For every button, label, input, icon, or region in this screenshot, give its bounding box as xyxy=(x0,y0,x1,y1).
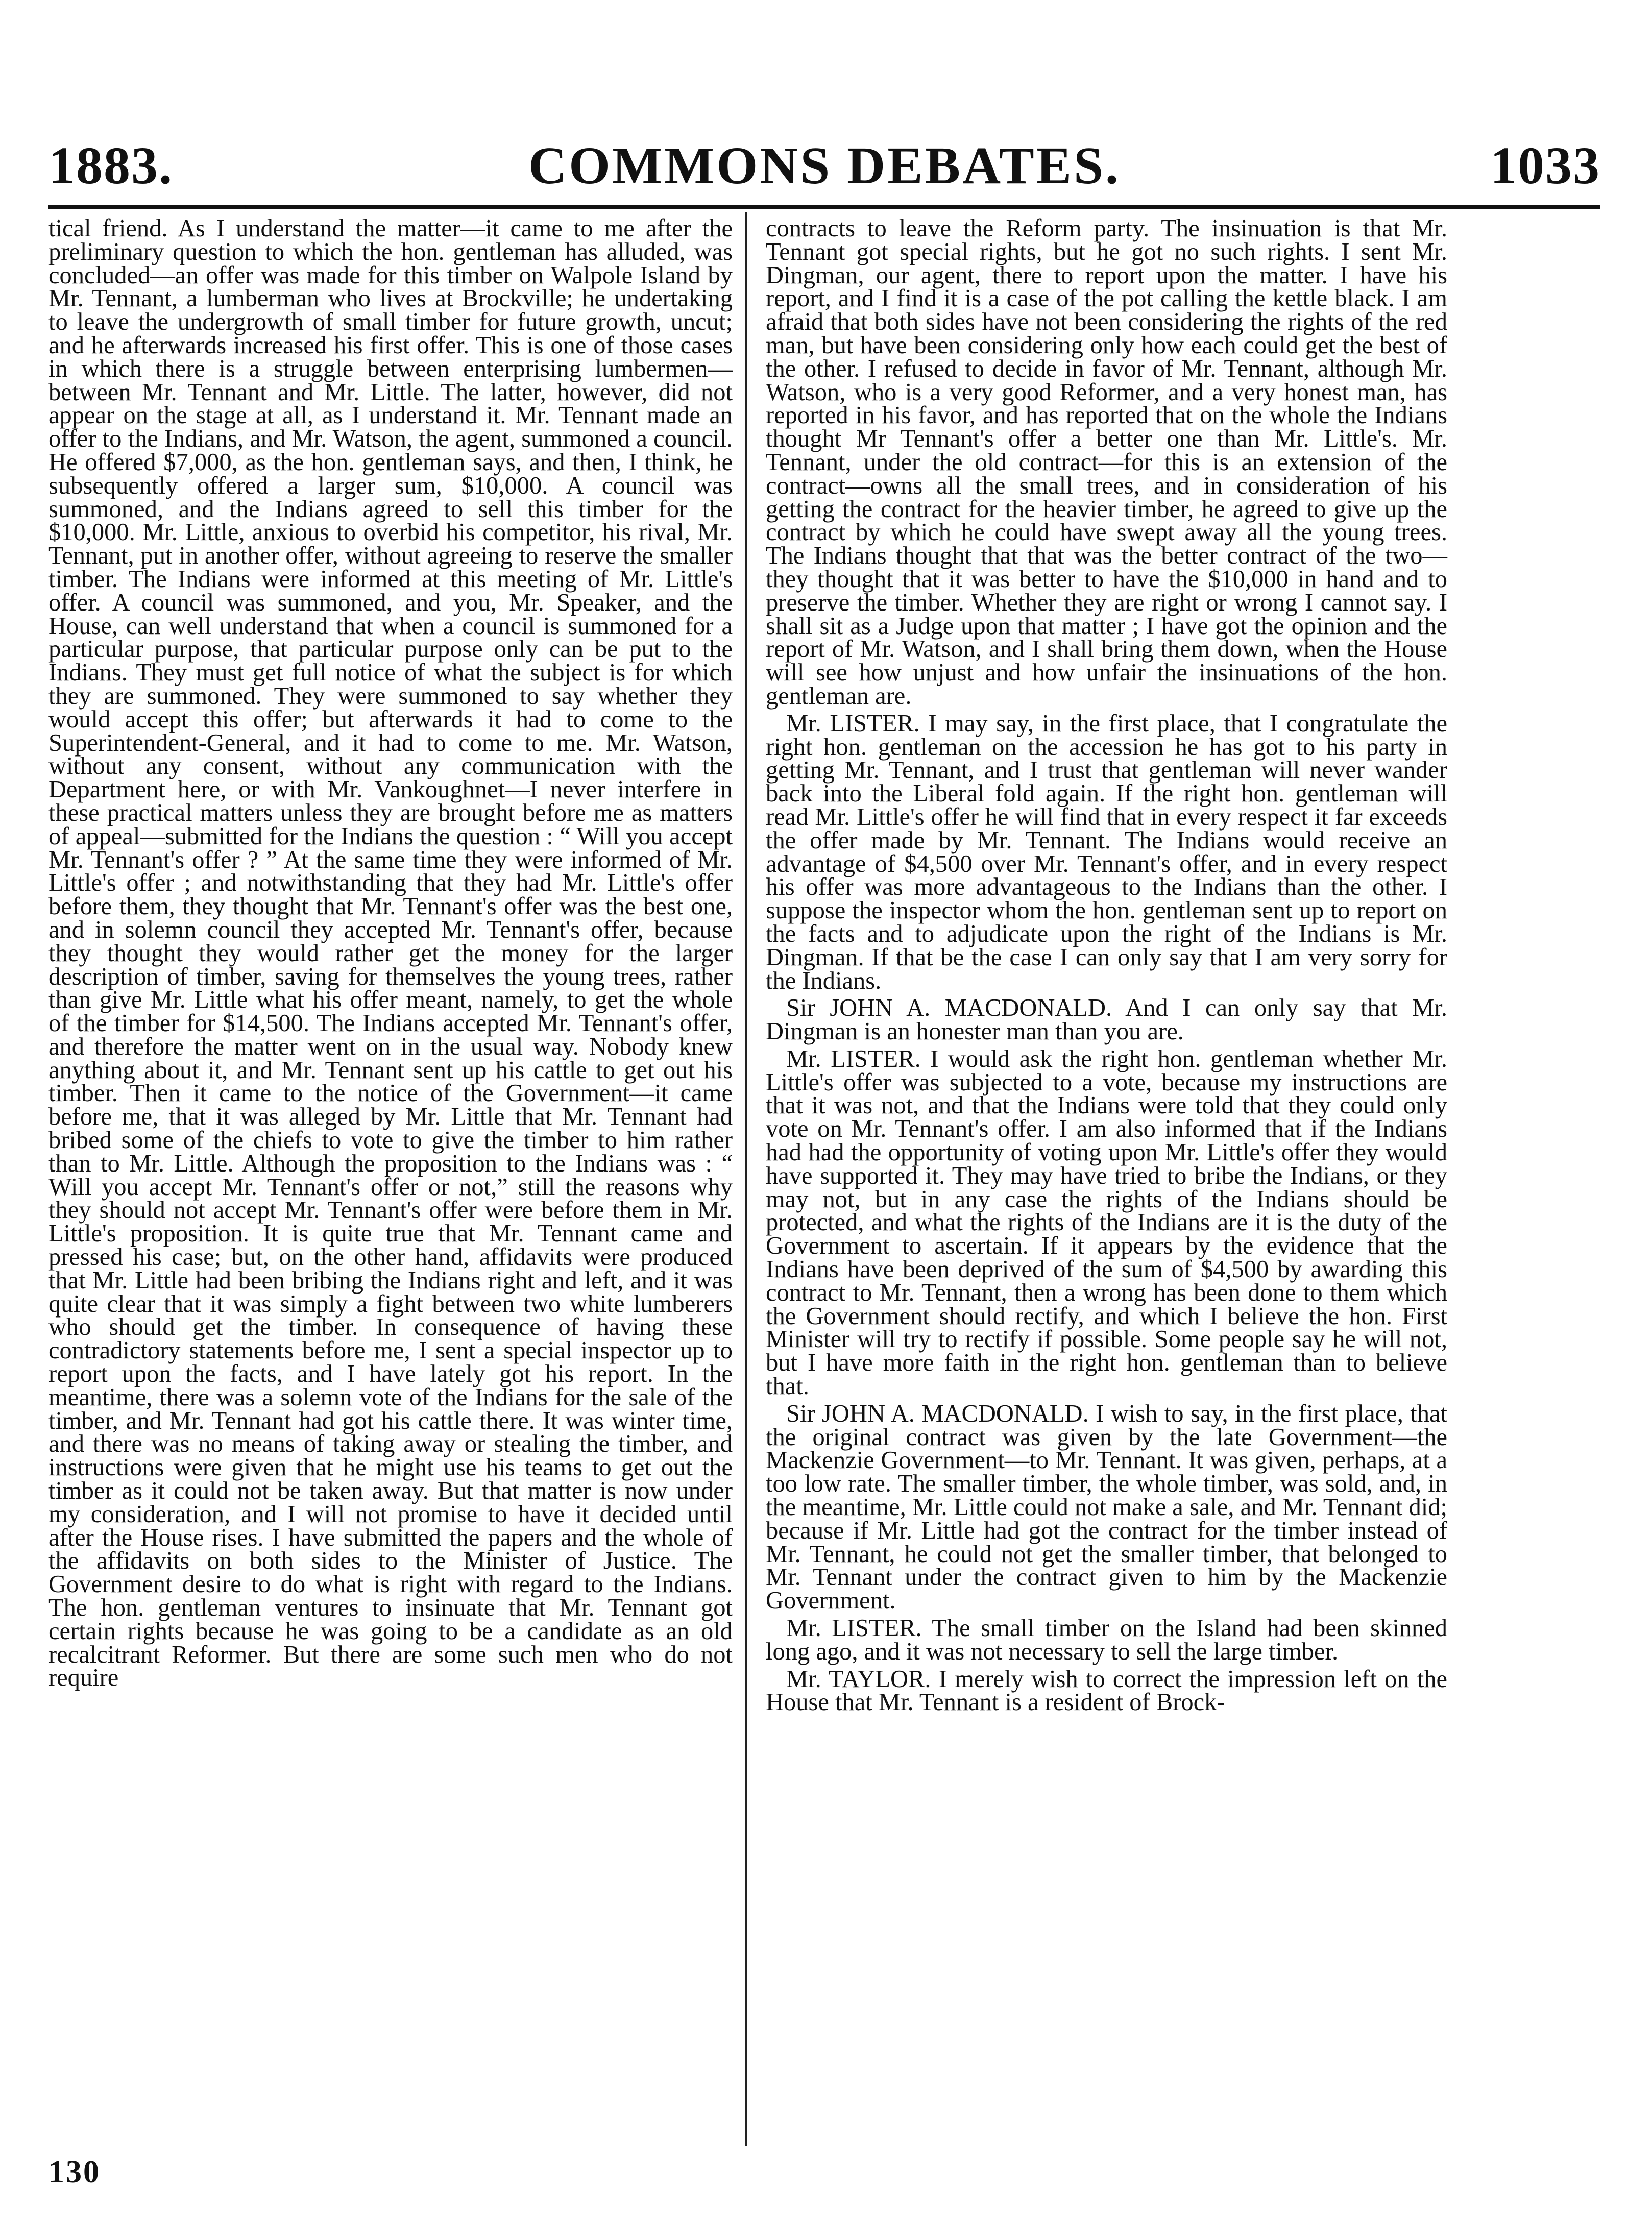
paragraph-text: contracts to leave the Reform party. The insinuation is that Mr. Tennant got special rights, but he got no such rights. I sent Mr. Dingman, our agent, there to report upon the matter. I have his report, and I find it is a case of the pot calling the kettle black. I am afraid that both sides have not been considering the rights of the red man, but have been considering only how each could get the best of the other. I refused to decide in favor of Mr. Tennant, although Mr. Watson, who is a very good Reformer, and a very honest man, has reported in his favor, and has reported that on the whole the Indians thought Mr Tennant's offer a better one than Mr. Little's. Mr. Tennant, under the old contract—for this is an extension of the contract—owns all the small trees, and in consideration of his getting the contract for the heavier timber, he agreed to give up the contract by which he could have swept away all the young trees. The Indians thought that that was the better contract of the two—they thought that it was better to have the $10,000 in hand and to preserve the timber. Whether they are right or wrong I cannot say. I shall sit as a Judge upon that matter ; I have got the opinion and the report of Mr. Watson, and I shall bring them down, when the House will see how unjust and how unfair the insinuations of the hon. gentleman are. xyxy=(766,215,1447,710)
signature-mark: 130 xyxy=(48,2155,101,2189)
header-page-number: 1033 xyxy=(1490,136,1600,195)
speaker-name: Mr. TAYLOR. xyxy=(786,1665,931,1693)
speech-paragraph xyxy=(766,1617,1447,1664)
speech-text: I would ask the right hon. gentleman whether Mr. Little's offer was subjected to a vote, because my instructions are that it was not, and that the Indians were told that they could only vote on Mr. Tennant's offer. I am also informed that if the Indians had had the opportunity of voting upon Mr. Little's offer they would have supported it. They may have tried to bribe the Indians, or they may not, but in any case the rights of the Indians should be protected, and what the rights of the Indians are it is the duty of the Government to ascertain. If it appears by the evidence that the Indians have been deprived of the sum of $4,500 by awarding this contract to Mr. Tennant, then a wrong has been done to them which the Government should rectify, and which I believe the hon. First Minister will try to rectify if possible. Some people say he will not, but I have more faith in the right hon. gentleman than to believe that. xyxy=(766,1045,1448,1400)
speaker-name: Sir JOHN A. MACDONALD. xyxy=(786,994,1112,1022)
speech-paragraph xyxy=(766,996,1447,1043)
column-divider xyxy=(745,212,747,2146)
left-paragraph: tical friend. As I understand the matter—it came to me after the preliminary question to which the hon. gentleman has alluded, was concluded—an offer was made for this timber on Walpole Island by Mr. Tennant, a lumberman who lives at Brockville; he undertaking to leave the undergrowth of small timber for future growth, uncut; and he afterwards increased his first offer. This is one of those cases in which there is a struggle between enterprising lumbermen—between Mr. Tennant and Mr. Little. The latter, however, did not appear on the stage at all, as I understand it. Mr. Tennant made an offer to the Indians, and Mr. Watson, the agent, summoned a council. He offered $7,000, as the hon. gentleman says, and then, I think, he subsequently offered a larger sum, $10,000. A council was summoned, and the Indians agreed to sell this timber for the $10,000. Mr. Little, anxious to overbid his competitor, his rival, Mr. Tennant, put in another offer, without agreeing to reserve the smaller timber. The Indians were informed at this meeting of Mr. Little's offer. A council was summoned, and you, Mr. Speaker, and the House, can well understand that when a council is summoned for a particular purpose, that particular purpose only can be put to the Indians. They must get full notice of what the subject is for which they are summoned. They were summoned to say whether they would accept this offer; but afterwards it had to come to the Superintendent-General, and it had to come to me. Mr. Watson, without any consent, without any communication with the Department here, or with Mr. Vankoughnet—I never interfere in these practical matters unless they are brought before me as matters of appeal—submitted for the Indians the question : “ Will you accept Mr. Tennant's offer ? ” At the same time they were informed of Mr. Little's offer ; and notwithstanding that they had Mr. Little's offer before them, they thought that Mr. Tennant's offer was the best one, and in solemn council they accepted Mr. Tennant's offer, because they thought they would rather get the money for the larger description of timber, saving for themselves the young trees, rather than give Mr. Little what his offer meant, namely, to get the whole of the timber for $14,500. The Indians accepted Mr. Tennant's offer, and therefore the matter went on in the usual way. Nobody knew anything about it, and Mr. Tennant sent up his cattle to get out his timber. Then it came to the notice of the Government—it came before me, that it was alleged by Mr. Little that Mr. Tennant had bribed some of the chiefs to vote to give the timber to him rather than to Mr. Little. Although the proposition to the Indians was : “ Will you accept Mr. Tennant's offer or not,” still the reasons why they should not accept Mr. Tennant's offer were before them in Mr. Little's proposition. It is quite true that Mr. Tennant came and pressed his case; but, on the other hand, affidavits were produced that Mr. Little had been bribing the Indians right and left, and it was quite clear that it was simply a fight between two white lumberers who should get the timber. In consequence of having these contradictory statements before me, I sent a special inspector up to report upon the facts, and I have lately got his report. In the meantime, there was a solemn vote of the Indians for the sale of the timber, and Mr. Tennant had got his cattle there. It was winter time, and there was no means of taking away or stealing the timber, and instructions were given that he might use his teams to get out the timber as it could not be taken away. But that matter is now under my consideration, and I will not promise to have it decided until after the House rises. I have submitted the papers and the whole of the affidavits on both sides to the Minister of Justice. The Government desire to do what is right with regard to the Indians. The hon. gentleman ventures to insinuate that Mr. Tennant got certain rights because he was going to be a candidate as an old recalcitrant Reformer. But there are some such men who do not require xyxy=(48,215,733,1692)
speaker-name: Mr. LISTER. xyxy=(786,710,920,737)
speech-paragraph xyxy=(766,1047,1447,1398)
speaker-name: Mr. LISTER. xyxy=(786,1045,921,1072)
speech-paragraph xyxy=(766,1402,1447,1613)
header-year: 1883. xyxy=(48,136,173,195)
speech-text: I may say, in the first place, that I congratulate the right hon. gentleman on the accession he has got to his party in getting Mr. Tennant, and I trust that gentleman will never wander back into the Liberal fold again. If the right hon. gentleman will read Mr. Little's offer he will find that in every respect it far exceeds the offer made by Mr. Tennant. The Indians would receive an advantage of $4,500 over Mr. Tennant's offer, and in every respect his offer was more advantageous to the Indians than the other. I suppose the inspector whom the hon. gentleman sent up to report on the facts and to adjudicate upon the right of the Indians is Mr. Dingman. If that be the case I can only say that I am very sorry for the Indians. xyxy=(766,710,1448,994)
speaker-name: Sir JOHN A. MACDONALD. xyxy=(786,1400,1089,1427)
page-header xyxy=(48,135,1600,207)
speech-text: And I can only say that Mr. Dingman is an honester man than you are. xyxy=(766,994,1447,1045)
speech-text: I wish to say, in the first place, that the original contract was given by the late Government—the Mackenzie Government—to Mr. Tennant. It was given, perhaps, at a too low rate. The smaller timber, the whole timber, was sold, and, in the meantime, Mr. Little could not make a sale, and Mr. Tennant did; because if Mr. Little had got the contract for the timber instead of Mr. Tennant, he could not get the smaller timber, that belonged to Mr. Tennant under the contract given to him by the Mackenzie Government. xyxy=(766,1400,1447,1615)
left-column xyxy=(48,217,733,1690)
header-title: COMMONS DEBATES. xyxy=(528,136,1121,195)
speech-paragraph xyxy=(766,712,1447,993)
speech-text: The small timber on the Island had been skinned long ago, and it was not necessary to sell the large timber. xyxy=(766,1615,1447,1665)
speech-text: I merely wish to correct the impression left on the House that Mr. Tennant is a resident of Brock- xyxy=(766,1665,1448,1716)
speech-paragraph xyxy=(766,1665,1448,1716)
right-column xyxy=(766,217,1447,1714)
header-rule xyxy=(48,205,1600,209)
right-paragraph-continuation xyxy=(766,217,1447,708)
speaker-name: Mr. LISTER. xyxy=(786,1615,922,1642)
